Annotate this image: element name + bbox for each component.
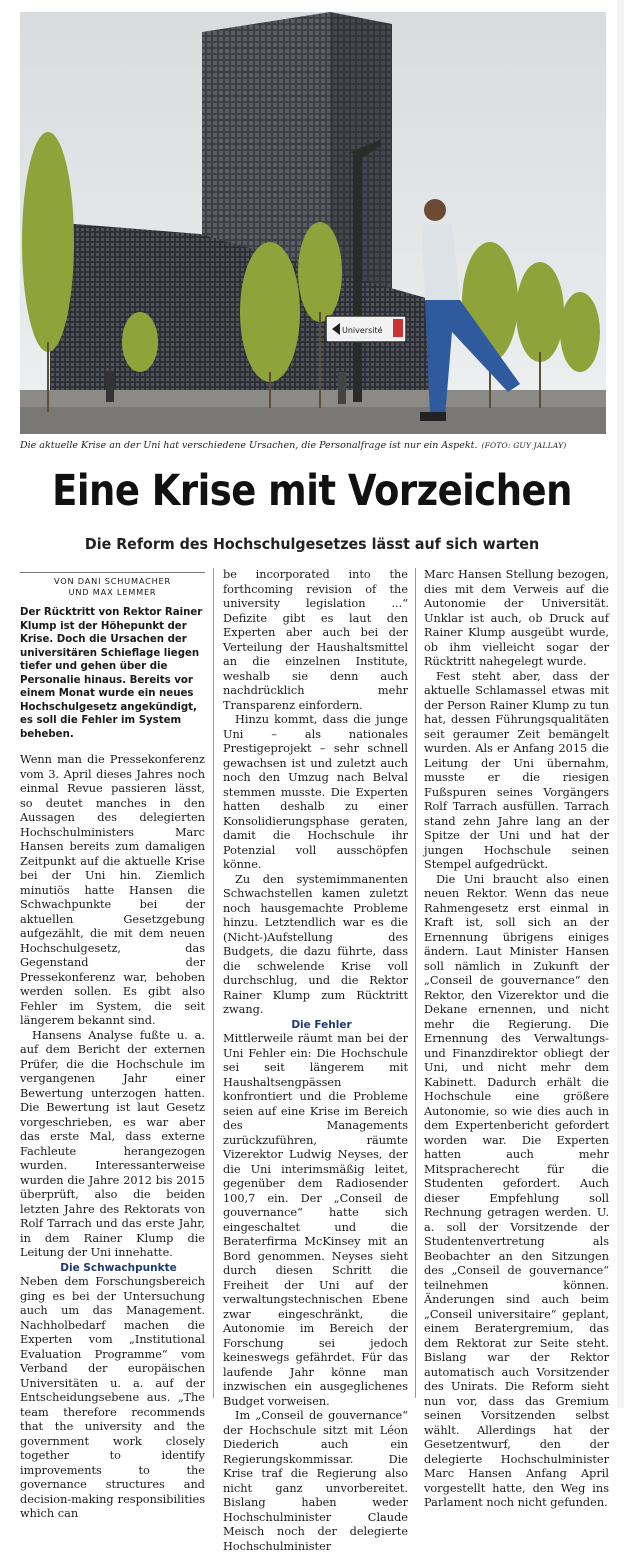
article-photo (20, 12, 606, 434)
body-paragraph-continued (223, 568, 408, 713)
photo-caption (20, 440, 610, 451)
caption-text: Die aktuelle Krise an der Uni hat verschiedene Ursachen, die Personalfrage ist nur ein Aspekt. (20, 440, 478, 451)
body-paragraph-split (223, 1409, 408, 1554)
byline-line-1: VON DANI SCHUMACHER (20, 572, 205, 587)
sign-text: Université (342, 326, 383, 335)
byline (20, 572, 205, 598)
body-paragraph: Fest steht aber, dass der aktuelle Schlamassel etwas mit der Person Rainer Klump zu tun hat, dessen Führungsqualitäten seit geraumer Zeit bemängelt wurden. Als er Anfang 2015 die Leitung der Uni übernahm, musste er die riesigen Fußspuren seines Vorgängers Rolf Tarrach ausfüllen. Tarrach stand zehn Jahre lang an der Spitze der Uni und hat der jungen Hochschule seinen Stempel aufgedrückt. (424, 669, 609, 871)
body-paragraph-part: be incorporated into the forthcoming revision of the university legislation ...“ Defizite gibt es laut den Experten aber auch bei der Verteilung der Haushaltsmittel an die einzelnen Institute, weshalb sie denn auch nachdrücklich mehr Transparenz einfordern. (223, 568, 408, 712)
section-heading: Die Schwachpunkte (60, 1261, 177, 1274)
body-paragraph: Die Uni braucht also einen neuen Rektor. Wenn das neue Rahmengesetz erst einmal in Kraft ist, soll sich an der Ernennung übrigens einiges ändern. Laut Minister Hansen soll nämlich in Zukunft der „Conseil de gouvernance“ den Rektor, den Vizerektor und die Dekane ernennen, und nicht mehr die Regierung. Die Ernennung des Verwaltungs- und Finanzdirektor obliegt der Uni, und nicht mehr dem Kabinett. Dadurch erhält die Hochschule eine größere Autonomie, so wie dies auch in dem Expertenbericht gefordert worden war. Die Experten hatten auch mehr Mitspracherecht für die Studenten gefordert. Auch dieser Empfehlung soll Rechnung getragen werden. U. a. soll der Vorsitzende der Studentenvertretung als Beobachter an den Sitzungen des „Conseil de gouvernance“ teilnehmen können. Änderungen sind auch beim „Conseil universitaire“ geplant, einem Beratergremium, das dem Rektorat zur Seite steht. Bislang war der Rektor automatisch auch Vorsitzender des Unirats. Die Reform sieht nun vor, dass das Gremium seinen Vorsitzenden selbst wählt. Allerdings hat der Gesetzentwurf, den der delegierte Hochschulminister Marc Hansen Anfang April vorgestellt hatte, den Weg ins Parlament noch nicht gefunden. (424, 872, 609, 1509)
section-heading: Die Fehler (291, 1018, 352, 1031)
body-paragraph: Zu den systemimmanenten Schwachstellen kamen zuletzt noch hausgemachte Probleme hinzu. Letztendlich war es die (Nicht-)Aufstellung des Budgets, die dazu führte, dass die schwelende Krise voll durchschlug, und die Rektor Rainer Klump zum Rücktritt zwang. (223, 872, 408, 1016)
body-paragraph-part: Marc Hansen Stellung bezogen, dies mit dem Verweis auf die Autonomie der Universität. Unklar ist auch, ob Druck auf Rainer Klump ausgeübt wurde, ob ihm vielleicht sogar der Rücktritt nahegelegt wurde. (424, 568, 609, 668)
body-paragraph-part: Im „Conseil de gouvernance“ der Hochschule sitzt mit Léon Diederich auch ein Regierungskommissar. Die Krise traf die Regierung also nicht ganz unvorbereitet. Bislang haben weder Hochschulminister Claude Meisch noch der delegierte Hochschulminister (223, 1409, 408, 1553)
article-subheadline: Die Reform des Hochschulgesetzes lässt auf sich warten (84, 535, 540, 553)
column-divider (213, 568, 214, 1398)
column-divider (415, 568, 416, 1398)
article-column-1 (20, 568, 205, 1522)
article-lead: Der Rücktritt von Rektor Rainer Klump ist der Höhepunkt der Krise. Doch die Ursachen der universitären Schieflage liegen tiefer und gehen über die Personalie hinaus. Bereits vor einem Monat wurde ein neues Hochschulgesetz angekündigt, es soll die Fehler im System beheben. (20, 607, 203, 740)
byline-line-2: UND MAX LEMMER (68, 587, 157, 597)
article-column-3 (424, 568, 609, 1511)
university-building-photo (20, 12, 606, 434)
adjacent-page-edge (617, 0, 624, 1408)
photo-credit: (FOTO: GUY JALLAY) (481, 441, 567, 450)
body-paragraph-continued (424, 568, 609, 670)
body-paragraph: Mittlerweile räumt man bei der Uni Fehler ein: Die Hochschule sei seit längerem mit Haushaltsengpässen konfrontiert und die Probleme seien auf eine Krise im Bereich des Managements zurückzuführen, räumte Vizerektor Ludwig Neyses, der die Uni interimsmäßig leitet, gegenüber dem Radiosender 100,7 ein. Der „Conseil de gouvernance“ hatte sich eingeschaltet und die Beraterfirma McKinsey mit an Bord genommen. Neyses sieht durch diesen Schritt die Freiheit der Uni auf der verwaltungstechnischen Ebene zwar eingeschränkt, die Autonomie im Bereich der Forschung sei jedoch keineswegs gefährdet. Für das laufende Jahr könne man inzwischen ein ausgeglichenes Budget vorweisen. (223, 1032, 408, 1408)
body-paragraph-part: Neben dem Forschungsbereich ging es bei der Untersuchung auch um das Management. Nachholbedarf machen die Experten vom „Institutional Evaluation Programme“ vom Verband der europäischen Universitäten u. a. auf der Entscheidungsebene aus. „The team therefore recommends that the university and the government work closely together to identify improvements to the governance structures and decision-making responsibilities which can (20, 1275, 205, 1520)
article-headline: Eine Krise mit Vorzeichen (52, 466, 572, 516)
body-paragraph: Wenn man die Pressekonferenz vom 3. April dieses Jahres noch einmal Revue passieren lässt, so deutet manches in den Aussagen des delegierten Hochschulministers Marc Hansen bereits zum damaligen Zeitpunkt auf die aktuelle Krise bei der Uni hin. Ziemlich minutiös hatte Hansen die Schwachpunkte bei der aktuellen Gesetzgebung aufgezählt, die mit dem neuen Hochschulgesetz, das Gegenstand der Pressekonferenz war, behoben werden sollen. Es gibt also Fehler im System, die seit längerem bekannt sind. (20, 753, 205, 1027)
article-column-2 (223, 568, 408, 1554)
body-paragraph: Hansens Analyse fußte u. a. auf dem Bericht der externen Prüfer, die die Hochschule im vergangenen Jahr einer Bewertung unterzogen hatten. Die Bewertung ist laut Gesetz vorgeschrieben, es war aber das erste Mal, dass externe Fachleute herangezogen wurden. Interessanterweise wurden die Jahre 2012 bis 2015 überprüft, also die beiden letzten Jahre des Rektorats von Rolf Tarrach und das erste Jahr, in dem Rainer Klump die Leitung der Uni innehatte. (20, 1028, 205, 1259)
body-paragraph: Hinzu kommt, dass die junge Uni – als nationales Prestigeprojekt – sehr schnell gewachsen ist und zuletzt auch noch den Umzug nach Belval stemmen musste. Die Experten hatten deshalb zu einer Konsolidierungsphase geraten, damit die Hochschule ihr Potenzial voll ausschöpfen könne. (223, 713, 408, 871)
body-paragraph-split (20, 1275, 205, 1522)
